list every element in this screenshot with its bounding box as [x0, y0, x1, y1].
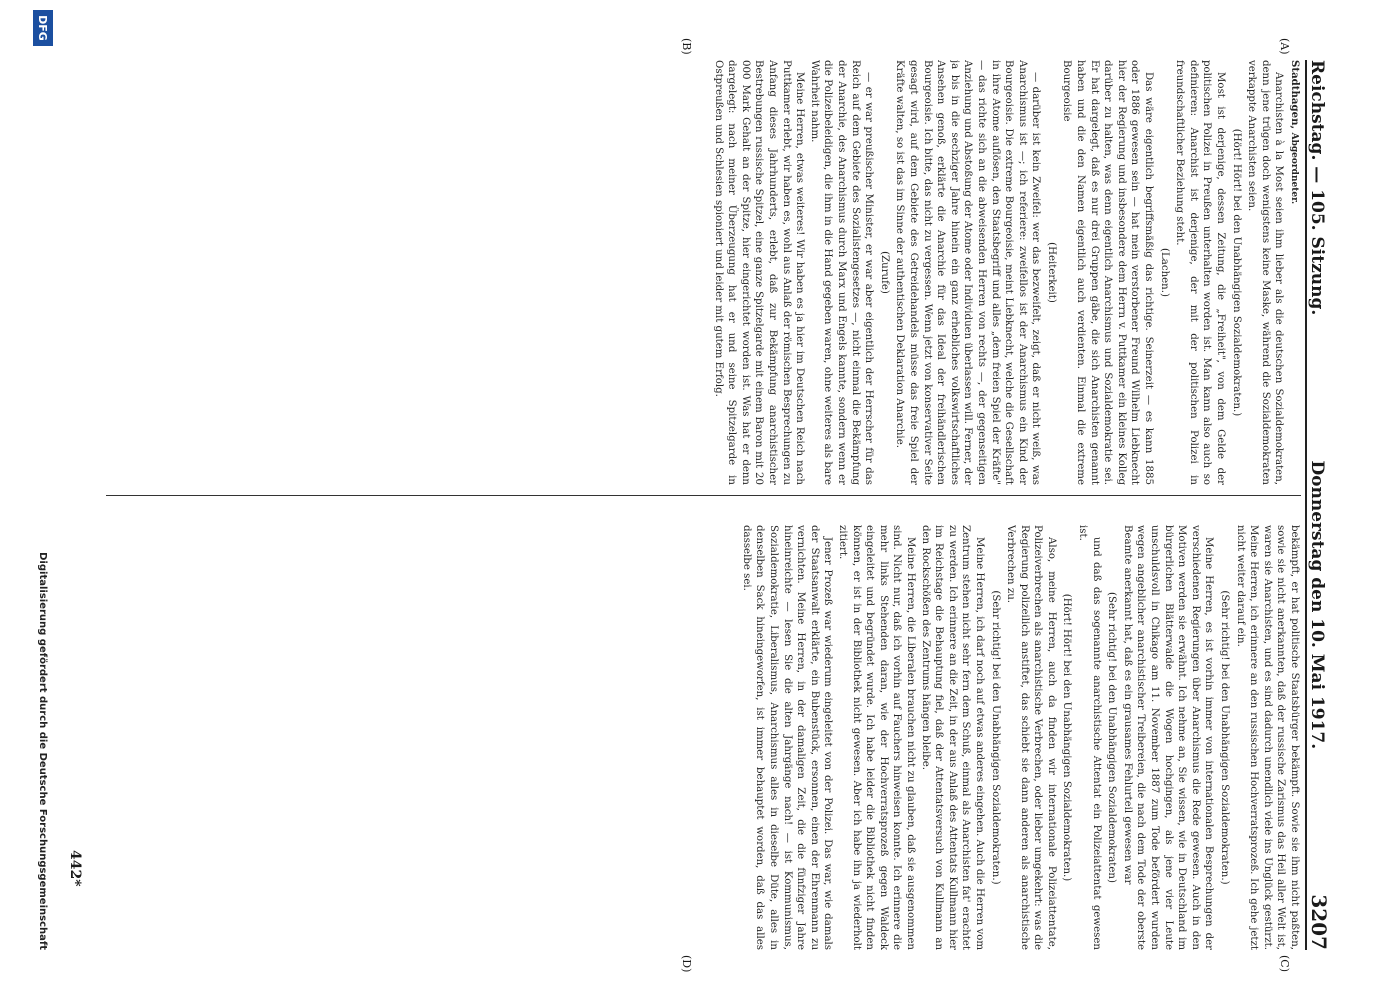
- speaker-line: [1286, 60, 1301, 485]
- left-paragraph: — darüber ist kein Zweifel: wer das bezweifelt, zeigt, daß er nicht weiß, was Anarchismus ist —; ich referiere: zweifellos ist der Anarchismus ein Kind der Bourgeoisie. Die extreme Bourgeoisie, meint Liebknecht, welche die Gesellschaft in ihre Atome auflösen, den Staatsbegriff und alles „dem freien Spiel der Kräfte" — das richte sich an die abweisenden Herren von rechts —, der gegenseitigen Anziehung und Abstoßung der Atome oder Individuen überlassen will. Ferner, der ja bis in die sechziger Jahre hinein ein ganz erhebliches volkswirtschaftliches Ansehen genoß, erklärte die Anarchie für das Ideal der freihändlerischen Bourgeoisie. Ich bitte, das nicht zu vergessen. Wenn jetzt von konservativer Seite gesagt wird, auf dem Gebiete des Getreidehandels müsse das freie Spiel der Kräfte walten, so ist das im Sinne der authentischen Deklaration Anarchie.: [894, 60, 1042, 485]
- page-header: [1305, 60, 1341, 950]
- left-paragraph: Meine Herren, etwas weiteres! Wir haben es ja hier im Deutschen Reich nach Puttkamer erlebt, wir haben es, wohl aus Anlaß der römischen Besprechungen zu Anfang dieses Jahrhunderts, erlebt, daß zur Bekämpfung anarchistischer Bestrebungen russische Spitzel, eine ganze Spitzelgarde mit einem Baron mit 20 000 Mark Gehalt an der Spitze, hier eingerichtet worden ist. Was hat er denn dargelegt: nach meiner Überzeugung hat er und seine Spitzelgarde in Ostpreußen und Schlesien spioniert und leider mit gutem Erfolg.: [712, 60, 806, 485]
- left-paragraph: Anarchisten à la Most seien ihm lieber als die deutschen Sozialdemokraten, denn jene trügen doch wenigstens keine Maske, während die Sozialdemokraten verkappte Anarchisten seien.: [1246, 60, 1285, 485]
- page-footer-mark: 442*: [67, 850, 83, 887]
- left-interjection: (Lachen.): [1158, 248, 1170, 297]
- right-paragraph: und daß das sogenannte anarchistische Attentat ein Polizeiattentat gewesen ist.: [1077, 525, 1102, 950]
- left-column: [106, 60, 1301, 485]
- right-interjection: (Sehr richtig! bei den Unabhängigen Sozialdemokraten): [1106, 592, 1118, 883]
- header-date: Donnerstag den 10. Mai 1917.: [1307, 460, 1327, 750]
- right-paragraph: Meine Herren, ich darf noch auf etwas anderes eingehen. Auch die Herren vom Zentrum stehen nicht sehr fern dem Schuß, einmal als Anarchisten fat' erachtet zu werden. Ich erinnere an die Zeit, in der aus Anlaß des Attentats Kullmann hier im Reichstage die Behauptung fiel, daß der Attentatsversuch von Kullmann an den Rockschößen des Zentrums hängen bleibe.: [919, 525, 985, 950]
- page-number: 3207: [1307, 894, 1331, 950]
- right-interjection: (Sehr richtig! bei den Unabhängigen Sozialdemokraten.): [989, 590, 1001, 885]
- margin-marker-b: (B): [680, 38, 693, 55]
- margin-marker-c: (C): [1278, 955, 1291, 972]
- left-paragraph: Das wäre eigentlich begriffsmäßig das richtige. Seinerzeit — es kann 1885 oder 1886 gewesen sein — hat mein verstorbener Freund Wilhelm Liebknecht hier der Regierung und insbesondere dem Herrn v. Puttkamer ein kleines Kolleg darüber zu halten, was denn eigentlich Anarchismus und Sozialdemokratie sei. Er hat dargelegt, daß es nur drei Gruppen gäbe, die sich Anarchisten genannt haben und die den Namen eigentlich auch verdienten. Einmal die extreme Bourgeoisie: [1061, 60, 1155, 485]
- column-divider: [106, 495, 1301, 496]
- left-interjection: (Hört! Hört! bei den Unabhängigen Sozialdemokraten.): [1230, 128, 1242, 417]
- right-paragraph: Meine Herren, die Liberalen brauchen nicht zu glauben, daß sie ausgenommen sind. Nicht nur, daß ich vorhin auf Fauchers hinweisen konnte. Ich erinnere die mehr links Stehenden daran, wie der Hochverratsprozeß gegen Waldeck eingeleitet und begründet wurde. Ich habe leider die Bibliothek nicht finden können, er ist in der Bibliothek nicht gewesen. Aber ich habe ihn ja wiederholt zitiert.: [837, 525, 916, 950]
- left-interjection: (Zurufe): [878, 251, 890, 294]
- margin-marker-a: (A): [1278, 38, 1291, 55]
- left-paragraph: Most ist derjenige, dessen Zeitung, die „Freiheit", von dem Gelde der politischen Polizei in Preußen unterhalten worden ist. Man kann also auch so definieren: Anarchist ist derjenige, der mit der politischen Polizei in freundschaftlicher Beziehung steht.: [1174, 60, 1227, 485]
- right-paragraph: Jener Prozeß war wiederum eingeleitet von der Polizei. Das war, wie damals der Staatsanwalt erklärte, ein Bubenstück, ersonnen, einen der Ehrenmann zu vernichten. Meine Herren, in der damaligen Zeit, die die fünfziger Jahre hineinreichte — lesen Sie die alten Jahrgänge nach! — ist Kommunismus, Sozialdemokratie, Liberalismus, Anarchismus alles in dieselbe Düte, alles in denselben Sack hineingeworfen, ist immer behauptet worden, daß das alles dasselbe sei.: [740, 525, 834, 950]
- left-interjection: (Heiterkeit): [1045, 242, 1057, 303]
- speaker-role: Abgeordneter.: [1289, 132, 1299, 205]
- dfg-logo: DFG: [33, 10, 53, 46]
- right-paragraph: Also, meine Herren, auch da finden wir internationale Polizeiattentate, Polizeiverbrechen als anarchistische Verbrechen, oder lieber umgekehrt: was die Regierung polizeilich anstiftet, das schiebt sie dann anderen als anarchistische Verbrechen zu.: [1005, 525, 1057, 950]
- left-paragraph: — er war preußischer Minister, er war aber eigentlich der Herrscher für das Reich auf dem Gebiete des Sozialistengesetzes —, nicht einmal die Bekämpfung der Anarchie, des Anarchismus durch Marx und Engels kannte, sondern wenn er die Polizeibeleidigen, die ihm in die Hand gegeben waren, ohne weiteres als bare Wahrheit nahm.: [808, 60, 875, 485]
- header-left: Reichstag. — 105. Sitzung.: [1307, 60, 1327, 316]
- right-column: [106, 525, 1301, 950]
- speaker-name: Stadthagen,: [1289, 60, 1301, 130]
- right-interjection: (Hört! Hört! bei den Unabhängigen Sozialdemokraten.): [1061, 593, 1073, 882]
- digitization-credit: Digitalisierung gefördert durch die Deutsche Forschungsgemeinschaft: [37, 552, 48, 950]
- margin-marker-d: (D): [680, 955, 693, 973]
- right-paragraph: Meine Herren, es ist vorhin immer von internationalen Besprechungen der verschiedenen Regierungen über Anarchismus die Rede gewesen. Auch in den Motiven werden sie erwähnt. Ich nehme an, Sie wissen, wie in Deutschland im bürgerlichen Blätterwalde die Wogen hochgingen, als jene vier Leute unschuldsvoll in Chikago am 11. November 1887 zum Tode befördert wurden wegen angeblicher anarchistischer Treibereien, die nach dem Tode der oberste Beamte anerkannt hat, daß es ein grausames Fehlurteil gewesen war: [1121, 525, 1215, 950]
- right-interjection: (Sehr richtig! bei den Unabhängigen Sozialdemokraten.): [1219, 590, 1231, 885]
- right-paragraph: bekämpft, er hat politische Staatsbürger bekämpft. Sowie sie ihm nicht paßten, sowie sie nicht anerkannten, daß der russische Zarismus das Heil aller Welt ist, waren sie Anarchisten, und es sind dadurch unendlich viele ins Unglück gestürzt. Meine Herren, ich erinnere an den russischen Hochverratsprozeß. Ich gehe jetzt nicht weiter darauf ein.: [1234, 525, 1300, 950]
